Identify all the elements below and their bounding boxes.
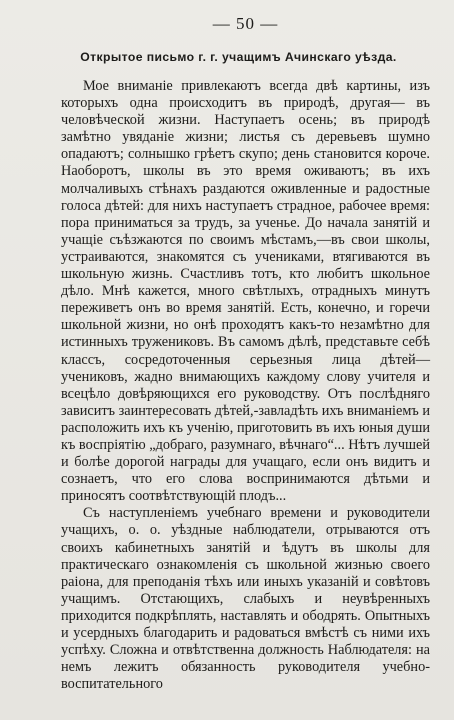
letter-body bbox=[61, 78, 430, 693]
paragraph-1: Мое вниманіе привлекаютъ всегда двѣ картины, изъ которыхъ одна происходитъ въ природѣ, другая— въ человѣческой жизни. Наступаетъ осень; въ природѣ замѣтно увяданіе жизни; листья съ деревьевъ шумно опадаютъ; солнышко грѣетъ скупо; день становится короче. Наоборотъ, школы въ это время оживаютъ; въ ихъ молчаливыхъ стѣнахъ раздаются оживленные и радостные голоса дѣтей: для нихъ наступаетъ страдное, рабочее время: пора приниматься за трудъ, за ученье. До начала занятій и учащіе съѣзжаются по своимъ мѣстамъ,—въ свои школы, устраиваются, знакомятся съ учениками, втягиваются въ школьную жизнь. Счастливъ тотъ, кто любитъ школьное дѣло. Мнѣ кажется, много свѣтлыхъ, отрадныхъ минутъ переживетъ онъ во время занятій. Есть, конечно, и горечи школьной жизни, но онѣ проходятъ какъ-то незамѣтно для истинныхъ тружениковъ. Въ самомъ дѣлѣ, представьте себѣ классъ, сосредоточенныя серьезныя лица дѣтей—учениковъ, жадно внимающихъ каждому слову учителя и всецѣло довѣряющихся его руководству. Отъ послѣдняго зависитъ заинтересовать дѣтей,-завладѣть ихъ вниманіемъ и расположить ихъ къ ученію, приготовить въ ихъ юныя души къ воспріятію „добраго, разумнаго, вѣчнаго“... Нѣтъ лучшей и болѣе дорогой награды для учащаго, если онъ видитъ и сознаетъ, что его слова воспринимаются дѣтьми и приносятъ соотвѣтствующій плодъ... bbox=[61, 78, 431, 505]
paragraph-2: Съ наступленіемъ учебнаго времени и руководители учащихъ, о. о. уѣздные наблюдатели, отрываются отъ своихъ кабинетныхъ занятій и ѣдутъ въ школы для практическаго ознакомленія съ школьной жизнью своего раіона, для преподанія тѣхъ или иныхъ указаній и совѣтовъ учащимъ. Отстающихъ, слабыхъ и неувѣренныхъ приходится подкрѣплять, наставлять и ободрять. Опытныхъ и усердныхъ благодарить и радоваться вмѣстѣ съ ними ихъ успѣху. Сложна и отвѣтственна должность Наблюдателя: на немъ лежитъ обязанность руководителя учебно-воспитательного bbox=[61, 505, 430, 693]
page-number: — 50 — bbox=[212, 14, 279, 33]
letter-heading: Открытое письмо г. г. учащимъ Ачинскаго уѣзда. bbox=[80, 50, 397, 64]
